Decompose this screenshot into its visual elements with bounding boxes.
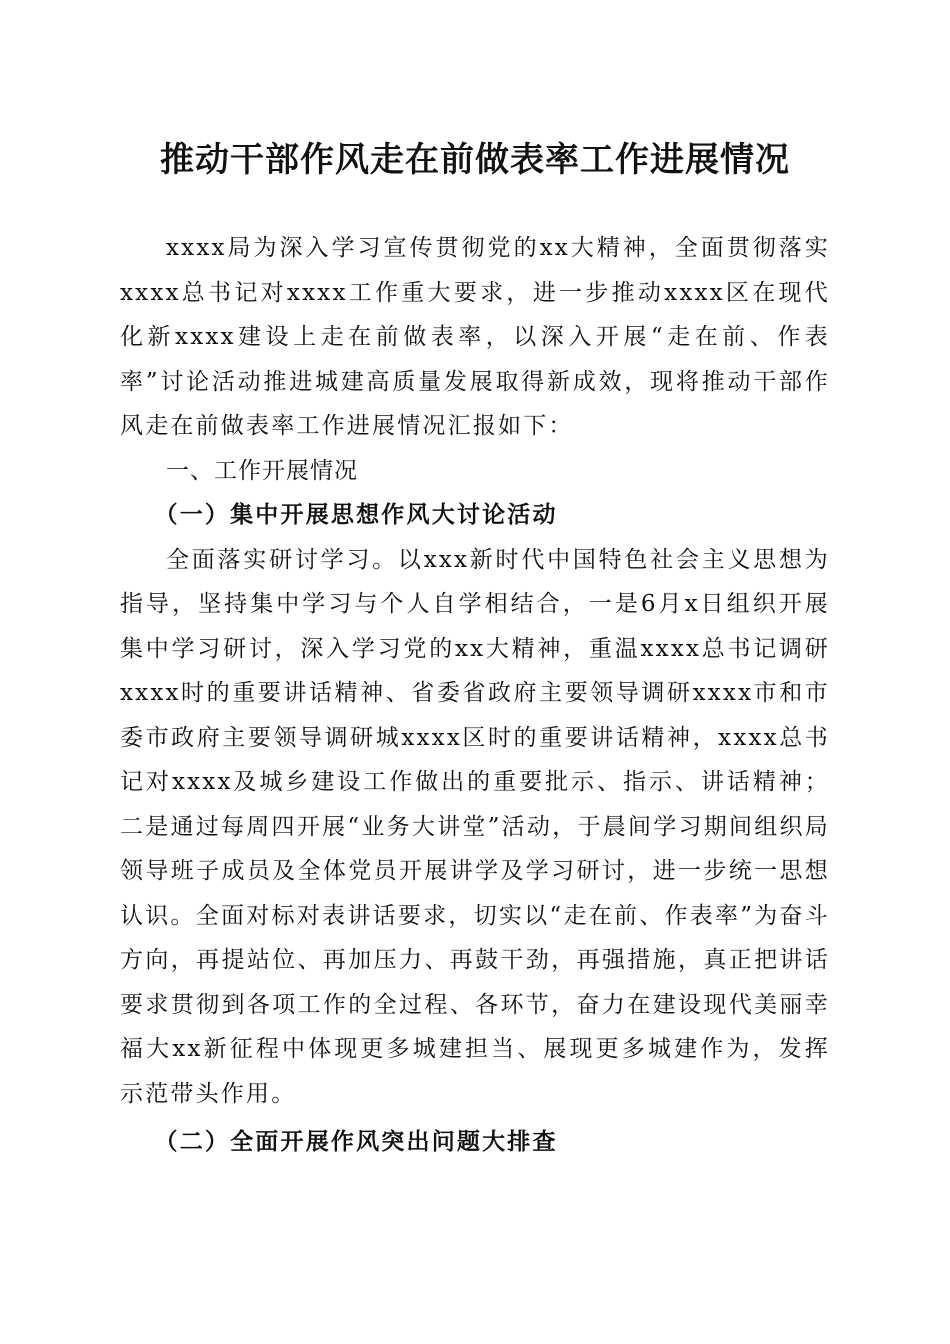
subsection-heading-2: （二）全面开展作风突出问题大排查 [154,1128,558,1155]
document-body [120,226,830,1165]
subsection-heading-1: （一）集中开展思想作风大讨论活动 [154,501,558,528]
document-title: 推动干部作风走在前做表率工作进展情况 [160,140,790,180]
section-heading-1: 一、工作开展情况 [166,457,358,484]
intro-paragraph: xxxx局为深入学习宣传贯彻党的xx大精神，全面贯彻落实xxxx总书记对xxxx工作重大要求，进一步推动xxxx区在现代化新xxxx建设上走在前做表率，以深入开展“走在前、作表率”讨论活动推进城建高质量发展取得新成效，现将推动干部作风走在前做表率工作进展情况汇报如下： [120,235,830,439]
subsection-1-paragraph: 全面落实研讨学习。以xxx新时代中国特色社会主义思想为指导，坚持集中学习与个人自学相结合，一是6月x日组织开展集中学习研讨，深入学习党的xx大精神，重温xxxx总书记调研xxxx时的重要讲话精神、省委省政府主要领导调研xxxx市和市委市政府主要领导调研城xxxx区时的重要讲话精神，xxxx总书记对xxxx及城乡建设工作做出的重要批示、指示、讲话精神；二是通过每周四开展“业务大讲堂”活动，于晨间学习期间组织局领导班子成员及全体党员开展讲学及学习研讨，进一步统一思想认识。全面对标对表讲话要求，切实以“走在前、作表率”为奋斗方向，再提站位、再加压力、再鼓干劲，再强措施，真正把讲话要求贯彻到各项工作的全过程、各环节，奋力在建设现代美丽幸福大xx新征程中体现更多城建担当、展现更多城建作为，发挥示范带头作用。 [120,546,830,1107]
